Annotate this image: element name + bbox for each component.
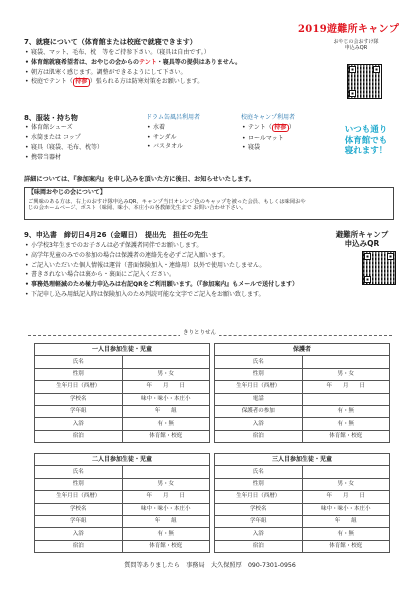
table-row[interactable]: 宿泊 体育館・校庭	[35, 540, 210, 552]
table-row[interactable]: 宿泊 体育館・校庭	[215, 540, 390, 552]
form-title: 一人目参加生徒・児童	[35, 344, 210, 356]
list-item: • 寝具（寝袋、毛布、枕等）	[24, 144, 134, 152]
table-row[interactable]: 学年組 年 組	[35, 405, 210, 417]
form-title: 保護者	[215, 344, 390, 356]
table-row[interactable]: 学校名 味中・味小・本庄小	[35, 503, 210, 515]
table-row[interactable]: 性別 男・女	[35, 368, 210, 380]
table-row[interactable]: 保護者の参加 有・無	[215, 405, 390, 417]
list-item: • 下記申し込み用紙記入時は保険加入のため判読可能な文字でご記入をお願い致します。	[24, 291, 324, 299]
child1-form[interactable]	[34, 343, 210, 443]
table-row[interactable]: 生年月日（西暦） 年 月 日	[215, 491, 390, 503]
cut-line-label: きりとりせん	[180, 330, 219, 337]
general-items-list	[24, 122, 134, 161]
list-item: • ご記入いただいた個人情報は運営（書面保険加入・連絡用）以外で使用いたしません。	[24, 262, 324, 270]
table-row[interactable]: 学校名 味中・味小・本庄小	[215, 503, 390, 515]
list-item: • 小学校3年生までのお子さんは必ず保護者同伴でお願いします。	[24, 242, 324, 250]
list-item: • 事務処理軽減のため極力申込みは右記QRをご利用願います。（『参加案内』もメールで送付します）	[24, 281, 324, 289]
table-row[interactable]: 学年組 年 組	[35, 515, 210, 527]
contact-footer: 質問等ありましたら 事務局 大久保照厚 090-7301-0956	[124, 562, 296, 569]
table-row[interactable]: 電話	[215, 393, 390, 405]
list-item: • 書きされない場合は裏から・裏面にご記入ください。	[24, 271, 324, 279]
list-item: • 水着	[146, 124, 232, 132]
qr2-caption: 避難所キャンプ 申込みQR	[335, 230, 389, 248]
list-item: • 携帯当器材	[24, 154, 134, 162]
table-row[interactable]: 性別 男・女	[215, 368, 390, 380]
list-item: • バスタオル	[146, 143, 232, 151]
child2-form[interactable]	[34, 453, 210, 553]
event-title: 2019遊難所キャンプ	[298, 24, 400, 35]
table-row[interactable]: 入浴 有・無	[35, 528, 210, 540]
list-item: • 朝方は肌寒く感じます。調整ができるようにして下さい。	[24, 69, 314, 77]
bring-own-badge: 持参	[73, 78, 90, 87]
table-row[interactable]: 入浴 有・無	[35, 418, 210, 430]
list-item: • 水筒または コップ	[24, 134, 134, 142]
section-7-list	[24, 49, 314, 87]
child3-form[interactable]	[214, 453, 390, 553]
list-item: • テント（ 持参 ）	[241, 124, 321, 133]
section-9	[24, 231, 324, 299]
camp-signup-qr-code[interactable]	[362, 251, 396, 285]
form-title: 二人目参加生徒・児童	[35, 454, 210, 466]
table-row[interactable]: 学年組 年 組	[215, 515, 390, 527]
table-row[interactable]: 宿泊 体育館・校庭	[215, 430, 390, 442]
drum-bath-heading: ドラム缶風呂利用者	[146, 114, 200, 121]
list-item: • 校庭でテント（ 持参 ）張られる方は防寒対策をお願いします。	[24, 78, 314, 87]
section-9-heading: 9、申込書 締切日4月26（金曜日） 提出先 担任の先生	[24, 231, 208, 239]
table-row[interactable]: 氏名	[215, 356, 390, 368]
table-row[interactable]: 宿泊 体育館・校庭	[35, 430, 210, 442]
table-row[interactable]: 入浴 有・無	[215, 418, 390, 430]
list-item: • 高学年児童のみでの参加の場合は保護者の連絡先を必ずご記入願います。	[24, 252, 324, 260]
list-item: • 寝袋、マット、毛布、枕 等をご持参下さい。（寝具は自由です。）	[24, 49, 314, 57]
list-item: • ロールマット	[241, 135, 321, 143]
school-camp-heading: 校庭キャンプ利用者	[241, 114, 296, 121]
section-9-list	[24, 242, 324, 298]
qr1-caption: おやじの会おすけ隊 申込みQR	[333, 39, 379, 52]
table-row[interactable]: 性別 男・女	[35, 478, 210, 490]
table-row[interactable]: 氏名	[35, 356, 210, 368]
table-row[interactable]: 生年月日（西暦） 年 月 日	[35, 491, 210, 503]
table-row[interactable]: 入浴 有・無	[215, 528, 390, 540]
table-row[interactable]: 氏名	[35, 466, 210, 478]
table-row[interactable]: 性別 男・女	[215, 478, 390, 490]
list-item: • 体育館シューズ	[24, 124, 134, 132]
table-row[interactable]: 生年月日（西暦） 年 月 日	[35, 381, 210, 393]
club-info-box: 【味岡おやじの会について】 ご興味のある方は、右上のおすけ隊申込みQR、キャンプ当日オレンジ色のキャップを被った会員、もしくは味岡おや じの会ホームページ、ポスト（味岡、味小、本庄小の各教師先生まで お問い合わせ下さい。	[24, 187, 394, 220]
list-item: • サンダル	[146, 134, 232, 142]
section-8-heading: 8、服装・持ち物	[24, 114, 78, 122]
slogan: いつも通り 体育館でも 寝れます！	[344, 125, 388, 157]
school-camp-group	[241, 114, 321, 152]
details-note: 詳細については、『参加案内』を申し込みを頂いた方に後日、お知らせいたします。	[24, 176, 256, 183]
bring-own-badge: 持参	[272, 124, 289, 133]
list-item: • 体育館就寝希望者は、おやじの会からのテント・寝具等の提供はありません。	[24, 59, 314, 67]
form-title: 三人目参加生徒・児童	[215, 454, 390, 466]
drum-bath-group	[146, 114, 232, 151]
table-row[interactable]: 生年月日（西暦） 年 月 日	[215, 381, 390, 393]
section-7	[24, 38, 314, 87]
table-row[interactable]: 学校名 味中・味小・本庄小	[35, 393, 210, 405]
club-info-title: 【味岡おやじの会について】	[28, 189, 106, 196]
guardian-form[interactable]	[214, 343, 390, 443]
section-7-heading: 7、就寝について（体育館または校庭で就寝できます）	[24, 38, 197, 46]
club-signup-qr-code[interactable]	[347, 64, 382, 99]
table-row[interactable]: 氏名	[215, 466, 390, 478]
list-item: • 寝袋	[241, 144, 321, 152]
